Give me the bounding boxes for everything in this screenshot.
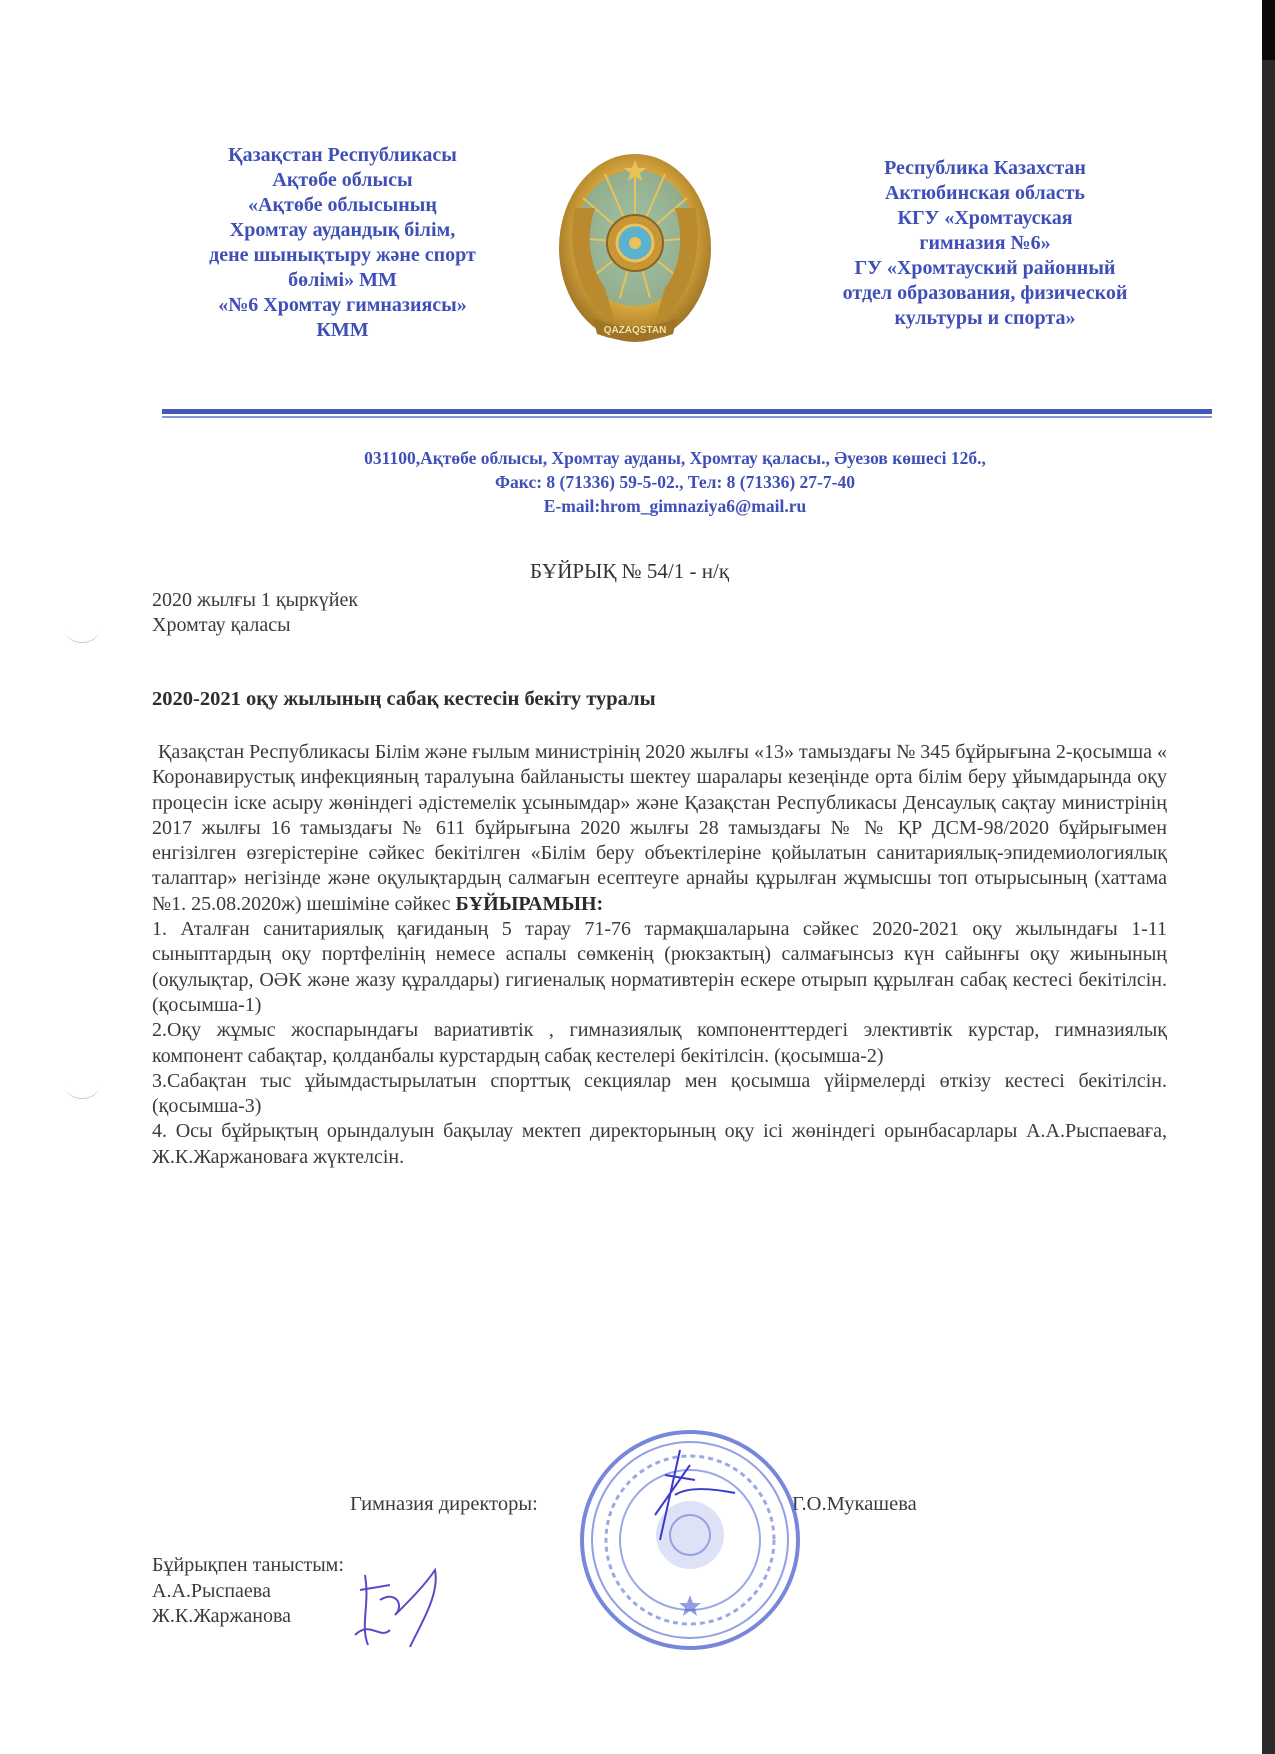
letterhead-line: «Ақтөбе облысының (248, 194, 437, 216)
letterhead-line: Қазақстан Республикасы (228, 144, 457, 166)
contact-block (150, 446, 1200, 518)
punch-hole-mark (64, 614, 100, 643)
letterhead-kazakh (165, 143, 520, 343)
letterhead-divider (162, 409, 1212, 414)
letterhead-line: бөлімі» ММ (288, 269, 397, 291)
director-signature-icon (620, 1445, 740, 1545)
letterhead-line: гимназия №6» (919, 232, 1051, 254)
letterhead-line: ГУ «Хромтауский районный (854, 257, 1116, 279)
letterhead-line: отдел образования, физической (842, 282, 1128, 304)
letterhead-line: Республика Казахстан (884, 157, 1086, 179)
signatory-title: Гимназия директоры: (350, 1493, 538, 1515)
letterhead-line: Ақтөбе облысы (272, 169, 413, 191)
letterhead-line: Хромтау аудандық білім, (229, 219, 456, 241)
order-subject: 2020-2021 оқу жылының сабақ кестесін бекіту туралы (152, 688, 656, 710)
letterhead-line: КММ (316, 319, 369, 341)
order-date: 2020 жылғы 1 қыркүйек (152, 589, 359, 611)
letterhead-line: дене шынықтыру және спорт (209, 244, 476, 266)
letterhead-russian (795, 156, 1175, 331)
scan-edge-shadow (1262, 0, 1275, 1754)
acknowledged-name: Ж.К.Жаржанова (152, 1605, 292, 1627)
letterhead-divider-thin (162, 416, 1212, 418)
order-item: 4. Осы бұйрықтың орындалуын бақылау мектеп директорының оқу ісі жөніндегі орынбасарлары А.А.Рыспаеваға, Ж.К.Жаржановаға жүктелсін. (152, 1120, 1167, 1168)
order-body (152, 740, 1167, 1170)
scan-edge-corner (1262, 0, 1275, 60)
acknowledged-name: А.А.Рыспаева (152, 1579, 271, 1602)
punch-hole-mark (64, 1070, 100, 1099)
letterhead-line: культуры и спорта» (894, 307, 1076, 329)
email: E-mail:hrom_gimnaziya6@mail.ru (543, 496, 807, 516)
order-item: 2.Оқу жұмыс жоспарындағы вариативтік , гимназиялық компоненттердегі элективтік курстар, гимназиялық компонент сабақтар, қолданбалы курстардың сабақ кестелері бекітілсін. (қосымша-2) (152, 1019, 1167, 1067)
signatory-name: Г.О.Мукашева (792, 1493, 917, 1515)
order-item: 1. Аталған санитариялық қағиданың 5 тарау 71-76 тармақшаларына сәйкес 2020-2021 оқу жылындағы 1-11 сыныптардың оқу портфелінің немесе аспалы сөмкенің (рюкзактың) салмағынсыз күн сайынғы оқу жиынының (оқулықтар, ОӘК және жазу құралдары) гигиеналық нормативтерін ескере отырып құрылған сабақ кестесі бекітілсін.(қосымша-1) (152, 918, 1167, 1016)
phone-fax: Факс: 8 (71336) 59-5-02., Тел: 8 (71336) 27-7-40 (495, 472, 855, 492)
acknowledgement-signature-icon (350, 1565, 460, 1650)
acknowledgement-label: Бұйрықпен таныстым: (152, 1554, 344, 1576)
directive: БҰЙЫРАМЫН: (455, 892, 604, 915)
emblem-caption: QAZAQSTAN (603, 325, 667, 336)
order-number-title: БҰЙРЫҚ № 54/1 - н/қ (530, 559, 730, 583)
acknowledgement-block (152, 1553, 344, 1630)
order-city: Хромтау қаласы (152, 614, 291, 636)
letterhead-line: «№6 Хромтау гимназиясы» (218, 294, 467, 316)
letterhead-line: КГУ «Хромтауская (897, 207, 1073, 229)
letterhead-line: Актюбинская область (884, 182, 1086, 204)
order-item: 3.Сабақтан тыс ұйымдастырылатын спорттық секциялар мен қосымша үйірмелерді өткізу кестесі бекітілсін. (қосымша-3) (152, 1069, 1167, 1118)
address: 031100,Ақтөбе облысы, Хромтау ауданы, Хромтау қаласы., Әуезов көшесі 12б., (364, 448, 986, 468)
order-meta (152, 588, 358, 638)
kazakhstan-state-emblem-icon (555, 148, 715, 348)
preamble: Қазақстан Республикасы Білім және ғылым министрінің 2020 жылғы «13» тамыздағы № 345 бұйрығына 2-қосымша « Коронавирустық инфекцияның таралуына байланысты шектеу шаралары кезеңінде орта білім беру ұйымдарында оқу процесін іске асыру жөніндегі әдістемелік ұсынымдар» және Қазақстан Республикасы Денсаулық сақтау министрінің 2017 жылғы 16 тамыздағы № 611 бұйрығына 2020 жылғы 28 тамыздағы № № ҚР ДСМ-98/2020 бұйрығымен енгізілген өзгерістеріне сәйкес бекітілген «Білім беру объектілеріне қойылатын санитариялық-эпидемиологиялық талаптар» негізінде және оқулықтардың салмағын есептеуге арнайы құрылған жұмысшы топ отырысының (хаттама №1. 25.08.2020ж) шешіміне сәйкес (152, 741, 1167, 915)
